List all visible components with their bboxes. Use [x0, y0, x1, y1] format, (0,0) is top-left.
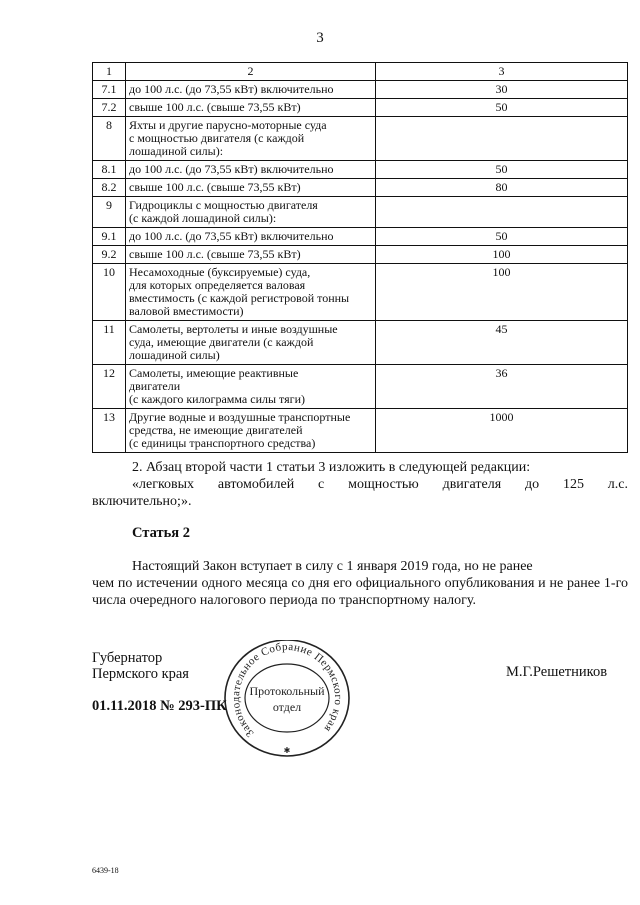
row-tax-rate: 100: [376, 264, 628, 321]
table-row: [93, 197, 628, 228]
row-description: [126, 197, 376, 228]
row-description: [126, 409, 376, 453]
column-header: 3: [376, 63, 628, 81]
table-row: [93, 179, 628, 197]
row-description: до 100 л.с. (до 73,55 кВт) включительно: [126, 161, 376, 179]
row-number: 7.1: [93, 81, 126, 99]
row-description-line: (с единицы транспортного средства): [129, 436, 316, 450]
row-tax-rate: 1000: [376, 409, 628, 453]
governor-name: М.Г.Решетников: [506, 664, 608, 680]
row-number: 12: [93, 365, 126, 409]
row-number: 11: [93, 321, 126, 365]
column-header: 1: [93, 63, 126, 81]
table-row: [93, 161, 628, 179]
governor-title-line: Пермского края: [92, 666, 189, 682]
table-row: [93, 228, 628, 246]
table-row: [93, 81, 628, 99]
row-description-line: вместимость (с каждой регистровой тонны: [129, 291, 350, 305]
row-description-line: валовой вместимости): [129, 304, 244, 318]
amendment-paragraph: [92, 459, 628, 510]
article-text: [92, 558, 628, 609]
row-number: 8.2: [93, 179, 126, 197]
row-description-line: Яхты и другие парусно-моторные суда: [129, 118, 327, 132]
row-description-line: лошадиной силы): [129, 348, 220, 362]
page-number: 3: [316, 30, 324, 46]
stamp-center-line: Протокольный: [249, 684, 325, 698]
table-row: [93, 117, 628, 161]
article-text-first-line: Настоящий Закон вступает в силу с 1 января 2019 года, но не ранее: [132, 559, 533, 574]
table-row: [93, 365, 628, 409]
tax-rate-table: [92, 62, 628, 453]
row-description-line: Самолеты, имеющие реактивные: [129, 366, 299, 380]
table-header-row: [93, 63, 628, 81]
table-row: [93, 321, 628, 365]
row-number: 9.1: [93, 228, 126, 246]
row-description-line: двигатели: [129, 379, 181, 393]
row-description-line: Самолеты, вертолеты и иные воздушные: [129, 322, 338, 336]
row-description-line: суда, имеющие двигатели (с каждой: [129, 335, 314, 349]
table-row: [93, 409, 628, 453]
row-number: 13: [93, 409, 126, 453]
footer-code: 6439-18: [92, 866, 119, 875]
row-description: [126, 117, 376, 161]
row-tax-rate: 80: [376, 179, 628, 197]
table-row: [93, 246, 628, 264]
row-description: [126, 365, 376, 409]
row-tax-rate: 45: [376, 321, 628, 365]
row-tax-rate: 100: [376, 246, 628, 264]
row-description-line: Другие водные и воздушные транспортные: [129, 410, 351, 424]
table-row: [93, 264, 628, 321]
governor-title-line: Губернатор: [92, 650, 163, 666]
row-tax-rate: [376, 117, 628, 161]
row-number: 8: [93, 117, 126, 161]
governor-title: [92, 650, 189, 682]
row-description-line: для которых определяется валовая: [129, 278, 306, 292]
amendment-line: включительно;».: [92, 494, 192, 509]
law-date-number: 01.11.2018 № 293-ПК: [92, 698, 227, 714]
row-description-line: Гидроциклы с мощностью двигателя: [129, 198, 318, 212]
row-description: [126, 321, 376, 365]
row-description: свыше 100 л.с. (свыше 73,55 кВт): [126, 246, 376, 264]
row-description: до 100 л.с. (до 73,55 кВт) включительно: [126, 228, 376, 246]
row-number: 9.2: [93, 246, 126, 264]
official-stamp: [212, 640, 362, 770]
row-description-line: лошадиной силы):: [129, 144, 224, 158]
row-description: свыше 100 л.с. (свыше 73,55 кВт): [126, 99, 376, 117]
row-description-line: (с каждой лошадиной силы):: [129, 211, 277, 225]
row-number: 7.2: [93, 99, 126, 117]
row-tax-rate: [376, 197, 628, 228]
article-text-rest: чем по истечении одного месяца со дня его официального опубликования и не ранее 1-го числа очередного налогового периода по транспортному налогу.: [92, 576, 628, 608]
row-description: до 100 л.с. (до 73,55 кВт) включительно: [126, 81, 376, 99]
stamp-ring-text-path: Законодательное Собрание Пермского края: [229, 640, 345, 740]
row-number: 9: [93, 197, 126, 228]
row-description-line: с мощностью двигателя (с каждой: [129, 131, 305, 145]
row-description: [126, 264, 376, 321]
row-number: 10: [93, 264, 126, 321]
row-description-line: средства, не имеющие двигателей: [129, 423, 303, 437]
stamp-center-line: отдел: [272, 700, 302, 714]
row-tax-rate: 50: [376, 99, 628, 117]
row-number: 8.1: [93, 161, 126, 179]
amendment-line: «легковых автомобилей с мощностью двигателя до 125 л.с.: [132, 477, 628, 492]
article-title: Статья 2: [132, 525, 190, 541]
row-description-line: Несамоходные (буксируемые) суда,: [129, 265, 311, 279]
row-description: свыше 100 л.с. (свыше 73,55 кВт): [126, 179, 376, 197]
stamp-star-icon: ✱: [283, 746, 291, 755]
column-header: 2: [126, 63, 376, 81]
table-row: [93, 99, 628, 117]
row-tax-rate: 50: [376, 161, 628, 179]
amendment-line: 2. Абзац второй части 1 статьи 3 изложить в следующей редакции:: [132, 460, 531, 475]
row-tax-rate: 36: [376, 365, 628, 409]
row-tax-rate: 50: [376, 228, 628, 246]
row-description-line: (с каждого килограмма силы тяги): [129, 392, 305, 406]
row-tax-rate: 30: [376, 81, 628, 99]
